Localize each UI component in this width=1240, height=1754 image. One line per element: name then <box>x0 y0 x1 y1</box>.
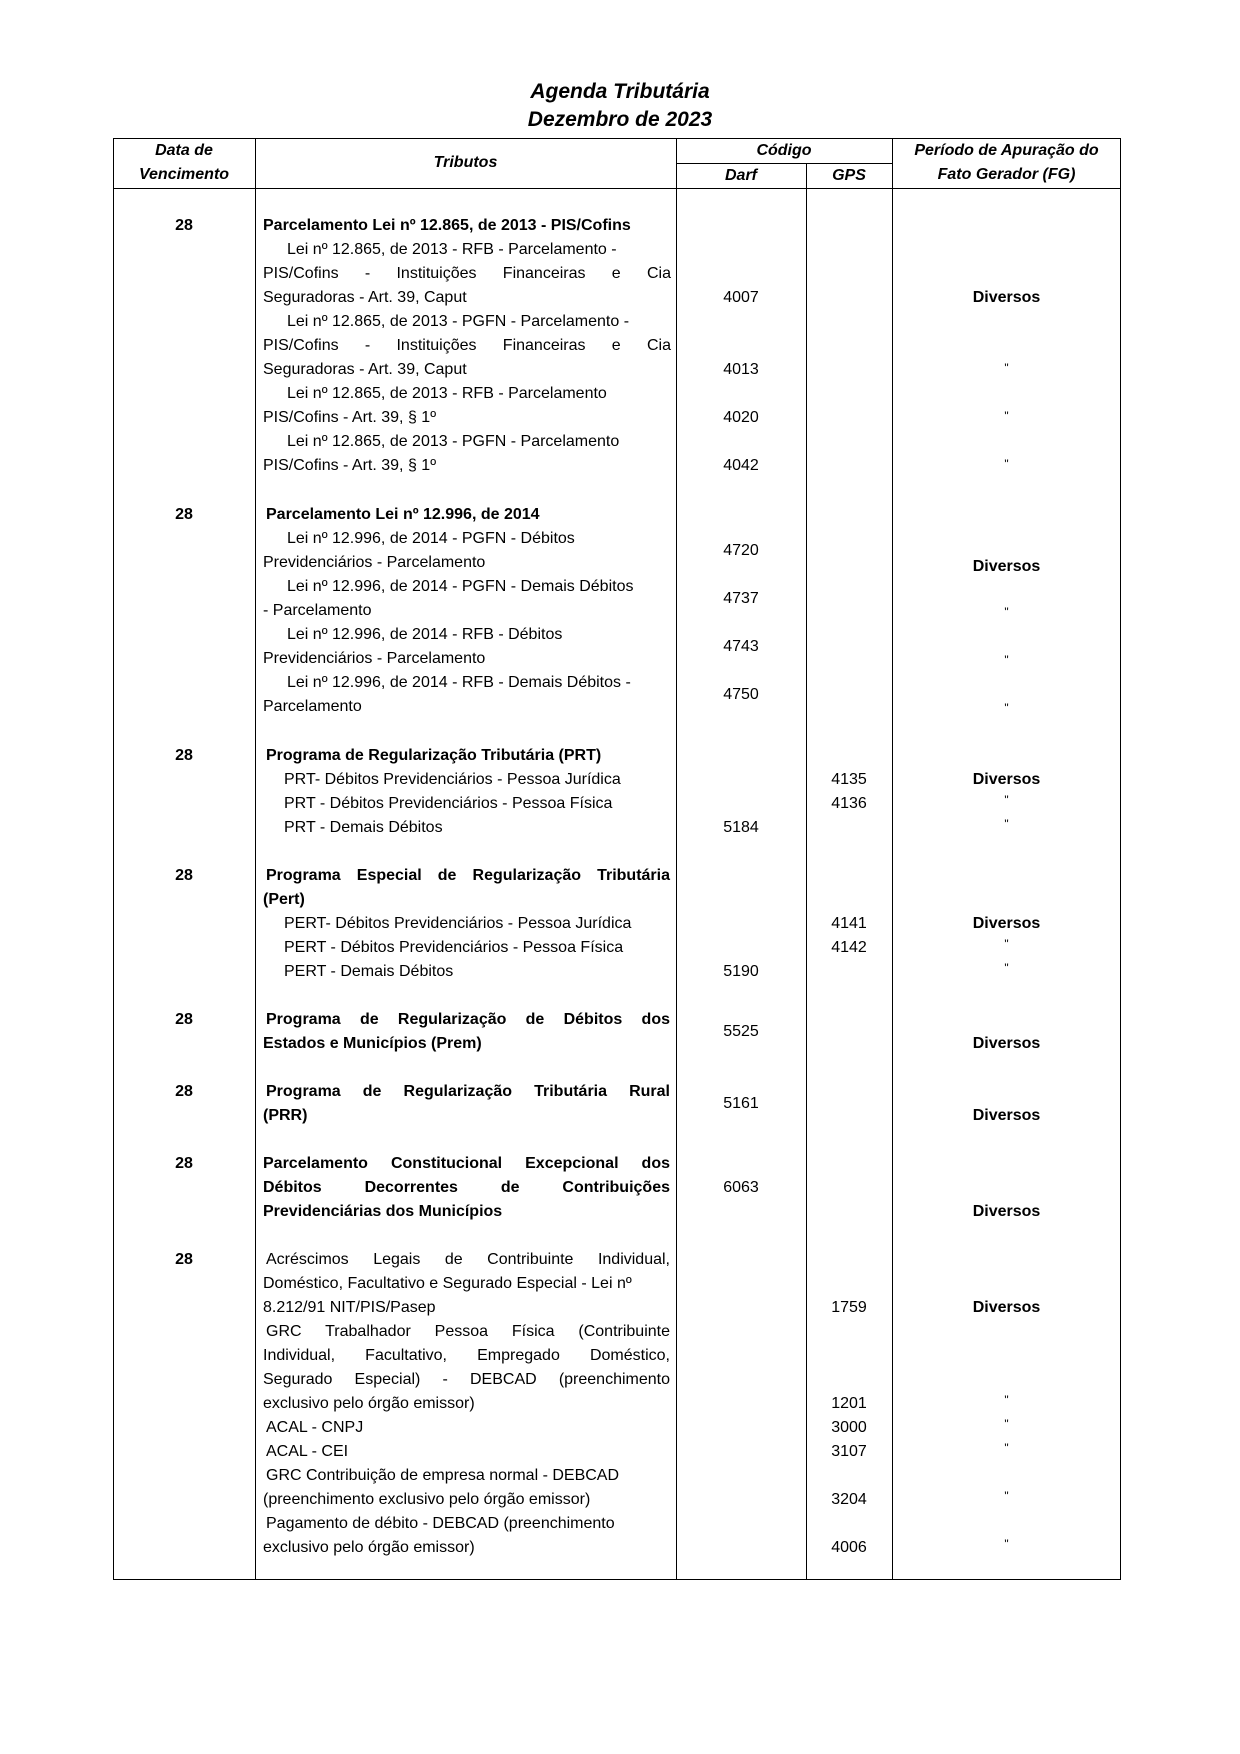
darf-code: 4042 <box>723 457 759 474</box>
section-title: Estados e Municípios (Prem) <box>263 1035 482 1052</box>
due-date: 28 <box>175 1155 193 1172</box>
gps-code: 4142 <box>831 939 867 956</box>
tributo-line: ACAL - CEI <box>266 1443 349 1460</box>
periodo-value: Diversos <box>972 915 1041 932</box>
section-title: Parcelamento Constitucional Excepcional dos <box>263 1155 670 1172</box>
darf-code: 4007 <box>723 289 759 306</box>
tributo-line: Lei nº 12.865, de 2013 - PGFN - Parcelamento - <box>287 313 630 330</box>
column-divider <box>255 138 256 1580</box>
tributo-line: GRC Trabalhador Pessoa Física (Contribuinte <box>266 1323 670 1340</box>
gps-code: 4006 <box>831 1539 867 1556</box>
darf-code: 5161 <box>723 1095 759 1112</box>
tributo-line: exclusivo pelo órgão emissor) <box>263 1395 475 1412</box>
header-data-vencimento: Data de Vencimento <box>138 142 230 183</box>
periodo-value: Diversos <box>972 289 1041 306</box>
tributo-line: Pagamento de débito - DEBCAD (preenchimento <box>266 1515 615 1532</box>
gps-code: 4136 <box>831 795 867 812</box>
document-title: Agenda Tributária <box>530 80 710 103</box>
due-date: 28 <box>175 506 193 523</box>
tributo-line: PRT - Débitos Previdenciários - Pessoa Física <box>284 795 613 812</box>
tributo-line: Parcelamento <box>263 698 362 715</box>
darf-code: 4737 <box>723 590 759 607</box>
section-title: Parcelamento Lei nº 12.996, de 2014 <box>266 506 540 523</box>
ditto-mark: " <box>1004 1393 1009 1407</box>
gps-code: 3107 <box>831 1443 867 1460</box>
ditto-mark: " <box>1004 793 1009 807</box>
gps-code: 3204 <box>831 1491 867 1508</box>
gps-code: 1201 <box>831 1395 867 1412</box>
darf-code: 5190 <box>723 963 759 980</box>
header-periodo: Período de Apuração do Fato Gerador (FG) <box>914 142 1099 183</box>
periodo-value: Diversos <box>972 1035 1041 1052</box>
document-subtitle: Dezembro de 2023 <box>527 108 713 131</box>
tributo-line: PIS/Cofins - Art. 39, § 1º <box>263 457 437 474</box>
tributo-line: PERT - Débitos Previdenciários - Pessoa Física <box>284 939 624 956</box>
ditto-mark: " <box>1004 1489 1009 1503</box>
header-tributos: Tributos <box>433 154 498 171</box>
ditto-mark: " <box>1004 1537 1009 1551</box>
section-title: Programa Especial de Regularização Tributária <box>266 867 670 884</box>
darf-code: 5525 <box>723 1023 759 1040</box>
section-title: Débitos Decorrentes de Contribuições <box>263 1179 670 1196</box>
tributo-line: Lei nº 12.996, de 2014 - PGFN - Débitos <box>287 530 575 547</box>
tributo-line: (preenchimento exclusivo pelo órgão emissor) <box>263 1491 591 1508</box>
ditto-mark: " <box>1004 457 1009 471</box>
due-date: 28 <box>175 1011 193 1028</box>
section-title: Programa de Regularização de Débitos dos <box>266 1011 670 1028</box>
ditto-mark: " <box>1004 937 1009 951</box>
tributo-line: Lei nº 12.996, de 2014 - PGFN - Demais Débitos <box>287 578 634 595</box>
tributo-line: PERT- Débitos Previdenciários - Pessoa Jurídica <box>284 915 632 932</box>
tributo-line: ACAL - CNPJ <box>266 1419 364 1436</box>
section-title: (Pert) <box>263 891 305 908</box>
ditto-mark: " <box>1004 361 1009 375</box>
header-gps: GPS <box>832 167 866 184</box>
darf-code: 4020 <box>723 409 759 426</box>
tributo-line: PRT- Débitos Previdenciários - Pessoa Jurídica <box>284 771 621 788</box>
ditto-mark: " <box>1004 1417 1009 1431</box>
tributo-line: GRC Contribuição de empresa normal - DEBCAD <box>266 1467 620 1484</box>
darf-code: 4743 <box>723 638 759 655</box>
tributo-line: PRT - Demais Débitos <box>284 819 443 836</box>
due-date: 28 <box>175 747 193 764</box>
tributo-line: PIS/Cofins - Instituições Financeiras e Cia <box>263 265 671 282</box>
periodo-value: Diversos <box>972 771 1041 788</box>
gps-code: 4135 <box>831 771 867 788</box>
tributo-line: Doméstico, Facultativo e Segurado Especial - Lei nº <box>263 1275 632 1292</box>
tributo-line: - Parcelamento <box>263 602 372 619</box>
tributo-line: Seguradoras - Art. 39, Caput <box>263 289 467 306</box>
tributo-line: Acréscimos Legais de Contribuinte Individual, <box>266 1251 670 1268</box>
document-header <box>0 78 1240 134</box>
ditto-mark: " <box>1004 701 1009 715</box>
periodo-value: Diversos <box>972 1299 1041 1316</box>
tributo-line: Lei nº 12.865, de 2013 - PGFN - Parcelamento <box>287 433 620 450</box>
darf-code: 4750 <box>723 686 759 703</box>
column-divider <box>892 138 893 1580</box>
due-date: 28 <box>175 1251 193 1268</box>
periodo-value: Diversos <box>972 558 1041 575</box>
section-title: Programa de Regularização Tributária (PRT) <box>266 747 602 764</box>
ditto-mark: " <box>1004 961 1009 975</box>
header-darf: Darf <box>724 167 757 184</box>
gps-code: 4141 <box>831 915 867 932</box>
due-date: 28 <box>175 217 193 234</box>
header-codigo: Código <box>756 142 812 159</box>
tributo-line: Seguradoras - Art. 39, Caput <box>263 361 467 378</box>
section-title: Programa de Regularização Tributária Rural <box>266 1083 670 1100</box>
tributo-line: Previdenciários - Parcelamento <box>263 650 486 667</box>
tributo-line: PIS/Cofins - Art. 39, § 1º <box>263 409 437 426</box>
tributo-line: Previdenciários - Parcelamento <box>263 554 486 571</box>
tributo-line: Individual, Facultativo, Empregado Doméstico, <box>263 1347 670 1364</box>
periodo-value: Diversos <box>972 1107 1041 1124</box>
darf-code: 4013 <box>723 361 759 378</box>
tributo-line: Lei nº 12.865, de 2013 - RFB - Parcelamento <box>287 385 607 402</box>
tributo-line: exclusivo pelo órgão emissor) <box>263 1539 475 1556</box>
tributo-line: Segurado Especial) - DEBCAD (preenchimento <box>263 1371 670 1388</box>
gps-code: 3000 <box>831 1419 867 1436</box>
due-date: 28 <box>175 1083 193 1100</box>
column-divider <box>676 138 677 1580</box>
ditto-mark: " <box>1004 817 1009 831</box>
ditto-mark: " <box>1004 409 1009 423</box>
section-title: Previdenciárias dos Municípios <box>263 1203 503 1220</box>
ditto-mark: " <box>1004 653 1009 667</box>
tributo-line: 8.212/91 NIT/PIS/Pasep <box>263 1299 436 1316</box>
darf-code: 5184 <box>723 819 759 836</box>
tributo-line: PIS/Cofins - Instituições Financeiras e Cia <box>263 337 671 354</box>
tributo-line: Lei nº 12.996, de 2014 - RFB - Demais Débitos - <box>287 674 631 691</box>
ditto-mark: " <box>1004 1441 1009 1455</box>
tributo-line: Lei nº 12.996, de 2014 - RFB - Débitos <box>287 626 563 643</box>
darf-code: 6063 <box>723 1179 759 1196</box>
header-divider <box>113 188 1121 189</box>
tributo-line: Lei nº 12.865, de 2013 - RFB - Parcelamento - <box>287 241 617 258</box>
section-title: Parcelamento Lei nº 12.865, de 2013 - PIS/Cofins <box>263 217 631 234</box>
due-date: 28 <box>175 867 193 884</box>
gps-code: 1759 <box>831 1299 867 1316</box>
darf-code: 4720 <box>723 542 759 559</box>
periodo-value: Diversos <box>972 1203 1041 1220</box>
tributo-line: PERT - Demais Débitos <box>284 963 454 980</box>
ditto-mark: " <box>1004 605 1009 619</box>
column-divider <box>806 163 807 1580</box>
section-title: (PRR) <box>263 1107 308 1124</box>
